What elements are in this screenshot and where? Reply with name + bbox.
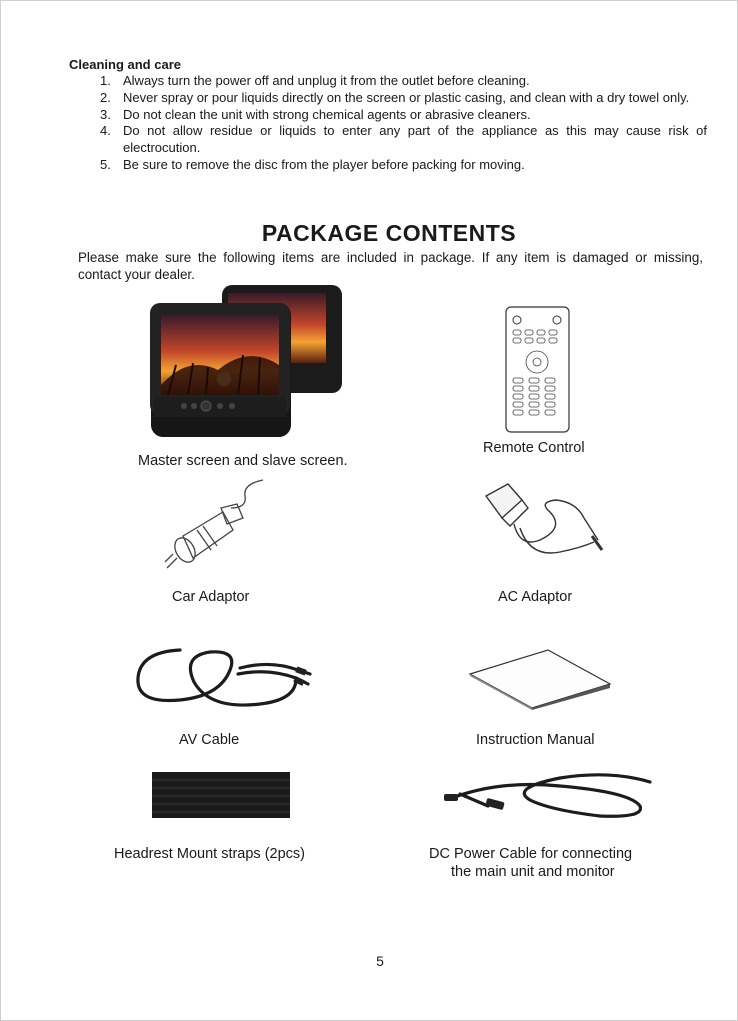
cleaning-item: 4. Do not allow residue or liquids to enter any part of the appliance as this may cause risk of electrocution. bbox=[100, 123, 707, 156]
remote-image bbox=[505, 306, 571, 434]
manual-image bbox=[468, 648, 613, 710]
caption-av-cable: AV Cable bbox=[179, 732, 240, 748]
caption-manual: Instruction Manual bbox=[476, 732, 595, 748]
caption-dc-cable-line2: the main unit and monitor bbox=[451, 864, 615, 880]
cleaning-item: 2. Never spray or pour liquids directly on the screen or plastic casing, and clean with a dry towel only. bbox=[100, 89, 690, 105]
caption-ac-adaptor: AC Adaptor bbox=[498, 589, 573, 605]
ac-adaptor-image bbox=[480, 478, 605, 570]
cleaning-item: 1. Always turn the power off and unplug it from the outlet before cleaning. bbox=[100, 73, 530, 88]
screens-image bbox=[148, 285, 343, 440]
page-number: 5 bbox=[376, 953, 384, 969]
caption-remote: Remote Control bbox=[483, 440, 585, 456]
av-cable-image bbox=[120, 630, 315, 722]
caption-car-adaptor: Car Adaptor bbox=[172, 589, 250, 605]
caption-screens: Master screen and slave screen. bbox=[138, 453, 348, 469]
package-intro-line2: contact your dealer. bbox=[78, 267, 195, 282]
cleaning-item: 5. Be sure to remove the disc from the player before packing for moving. bbox=[100, 156, 525, 172]
caption-straps: Headrest Mount straps (2pcs) bbox=[114, 846, 305, 862]
package-intro-line1: Please make sure the following items are included in package. If any item is damaged or missing, bbox=[78, 250, 703, 265]
straps-image bbox=[152, 772, 292, 820]
cleaning-list bbox=[92, 73, 707, 174]
dc-cable-image bbox=[440, 760, 672, 832]
cleaning-item: 3. Do not clean the unit with strong chemical agents or abrasive cleaners. bbox=[100, 106, 531, 122]
package-intro bbox=[78, 249, 703, 283]
package-heading: PACKAGE CONTENTS bbox=[261, 220, 517, 246]
cleaning-title: Cleaning and care bbox=[69, 57, 181, 72]
car-adaptor-image bbox=[163, 478, 275, 578]
caption-dc-cable-line1: DC Power Cable for connecting bbox=[429, 846, 633, 862]
